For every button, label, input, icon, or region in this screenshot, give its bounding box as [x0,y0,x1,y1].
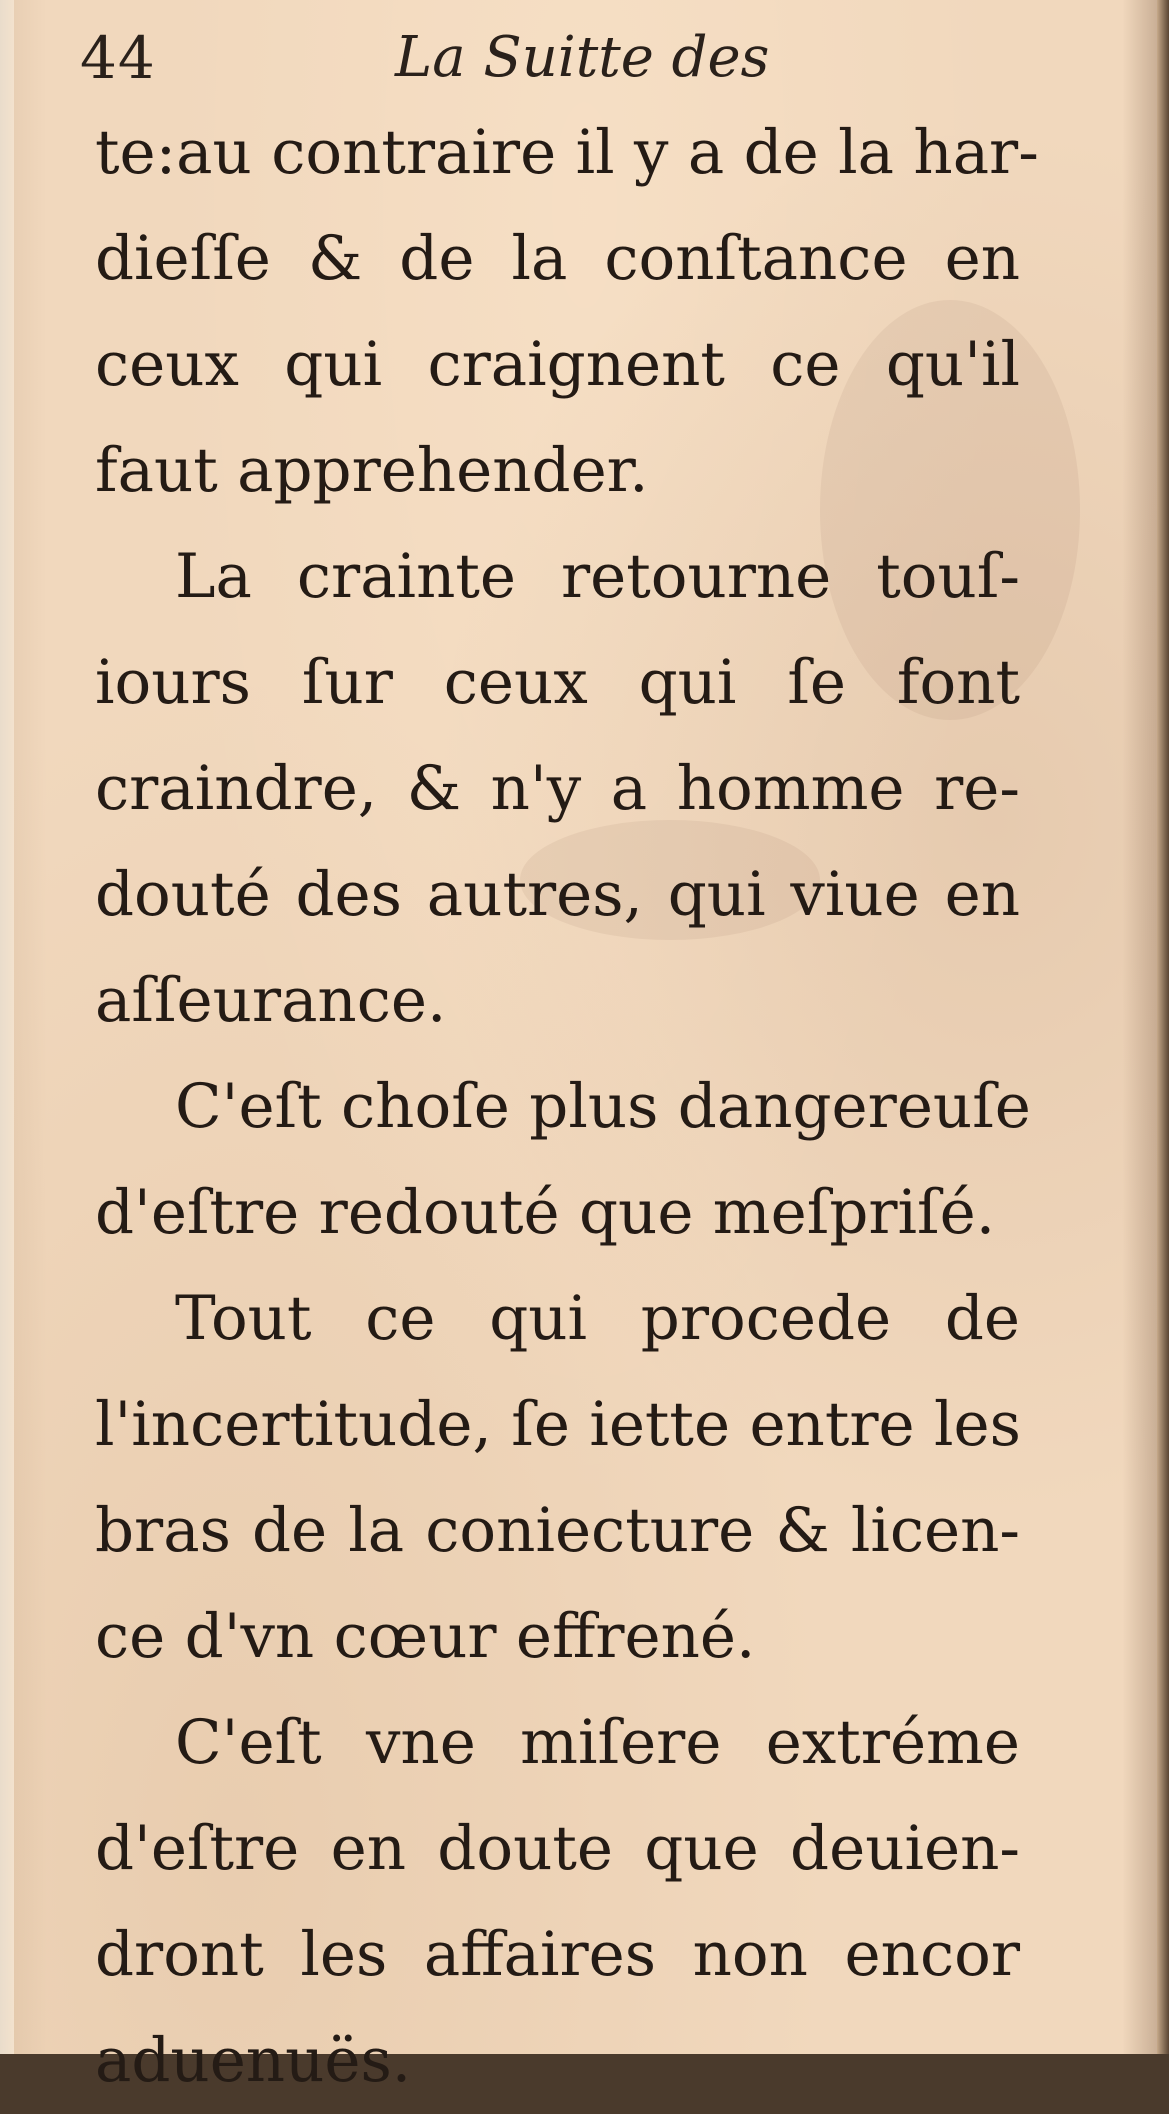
text-line: te:au contraire il y a de la har- [95,117,1039,188]
page-right-edge [1157,0,1169,2054]
text-line: iours ſur ceux qui ſe font [95,647,1020,718]
text-line: aduenuës. [95,2025,412,2096]
text-line: bras de la coniecture & licen- [95,1495,1020,1566]
page-number: 44 [80,24,156,92]
text-line: craindre, & n'y a homme re- [95,753,1020,824]
text-line: l'incertitude, ſe iette entre les [95,1389,1021,1460]
text-line: aſſeurance. [95,965,447,1036]
page-left-edge [0,0,14,2054]
text-line: d'eſtre en doute que deuien- [95,1813,1020,1884]
body-text [95,100,1039,2114]
text-line: C'eſt choſe plus dangereuſe [175,1071,1031,1142]
page-header [80,18,1060,98]
text-line: C'eſt vne miſere extréme [175,1707,1020,1778]
text-line: ceux qui craignent ce qu'il [95,329,1020,400]
text-line: dront les affaires non encor [95,1919,1020,1990]
text-line: ce d'vn cœur effrené. [95,1601,756,1672]
text-line: dieſſe & de la conſtance en [95,223,1020,294]
running-title: La Suitte des [395,25,770,90]
text-line: faut apprehender. [95,435,649,506]
text-line: La crainte retourne touſ- [175,541,1020,612]
text-line: d'eſtre redouté que meſpriſé. [95,1177,996,1248]
text-line: Tout ce qui procede de [175,1283,1020,1354]
text-line: douté des autres, qui viue en [95,859,1020,930]
